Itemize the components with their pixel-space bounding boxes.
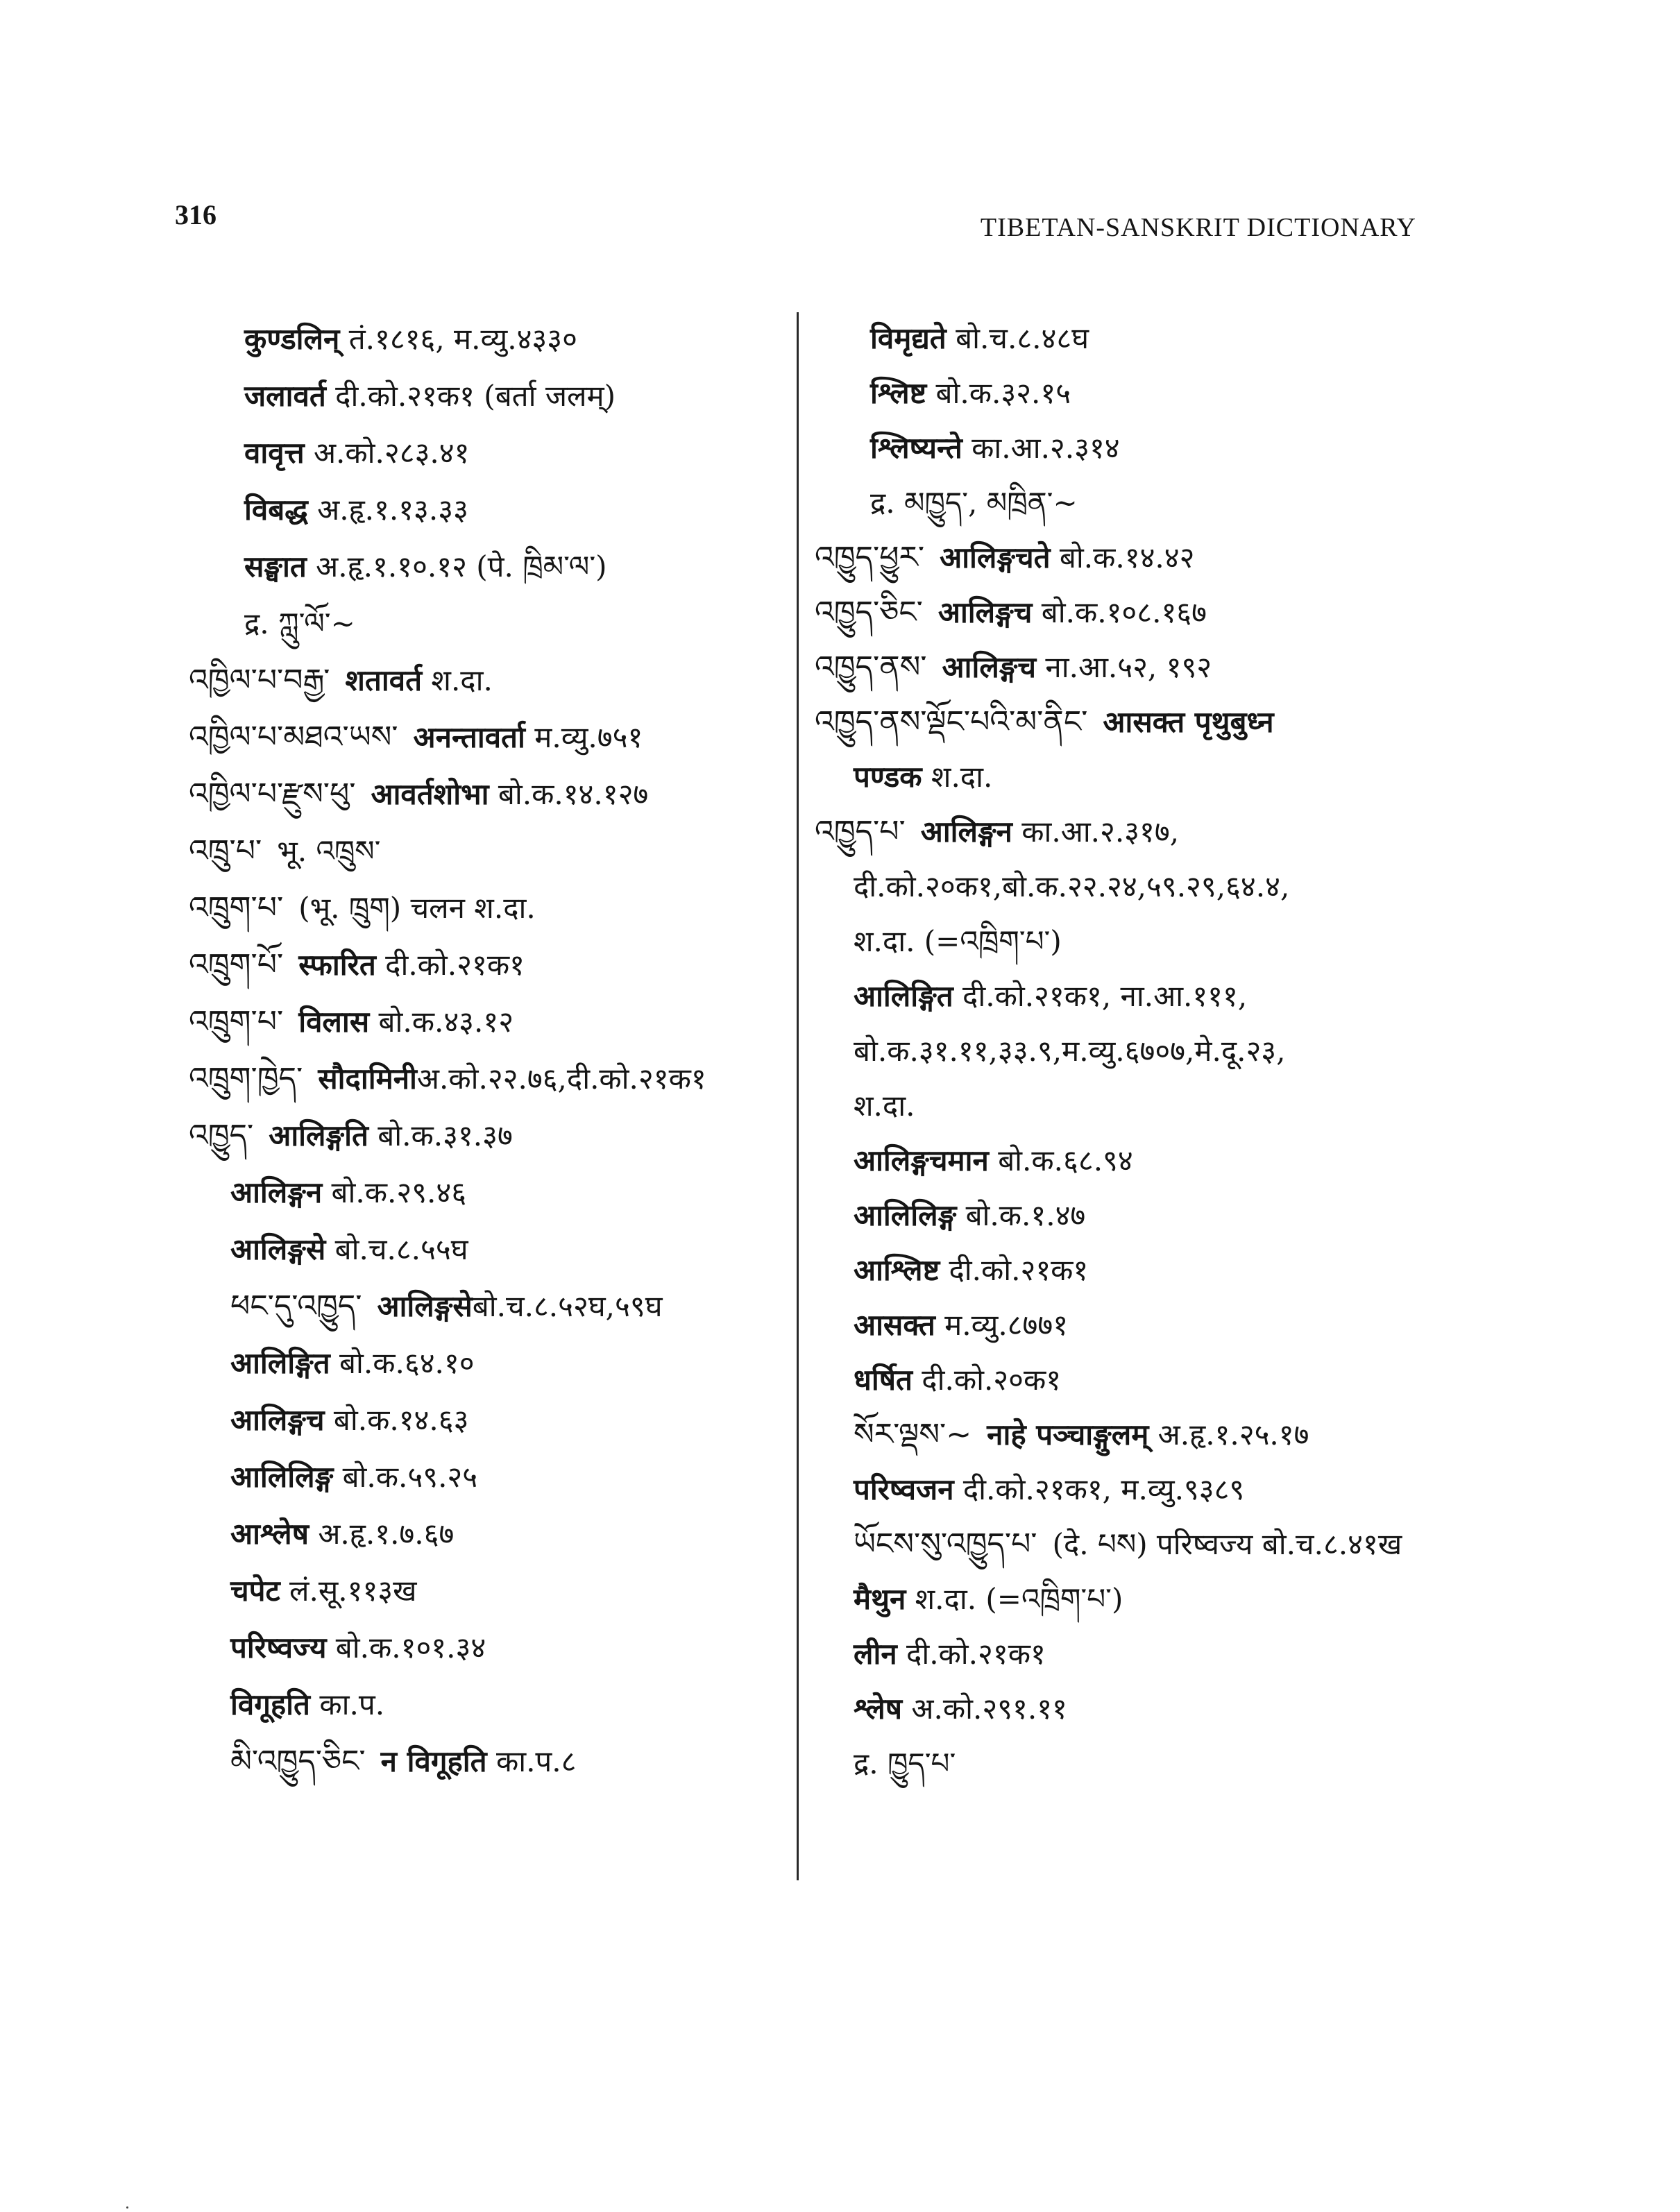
dictionary-line (815, 1736, 1439, 1791)
dictionary-line (815, 420, 1439, 475)
sanskrit-equivalent: धर्षित (854, 1363, 913, 1397)
source-reference: द्र. ཀླུ་ལོ་~ (244, 606, 355, 640)
dictionary-line (189, 1221, 799, 1278)
dictionary-line (189, 823, 799, 880)
source-reference: दी.को.२१क१ (375, 948, 525, 982)
dictionary-line (189, 1107, 799, 1164)
sanskrit-equivalent: आवर्तशोभा (371, 777, 489, 811)
dictionary-line (815, 695, 1439, 749)
tibetan-headword: འཁྱུད་ཅིང་ (815, 595, 923, 630)
sanskrit-equivalent: मैथुन (854, 1582, 906, 1616)
source-reference: बो.क.३१.३७ (368, 1118, 513, 1152)
dictionary-line (815, 859, 1439, 914)
tibetan-headword: འཁྲུག་པ་ (189, 1004, 284, 1039)
dictionary-line (189, 1278, 799, 1335)
sanskrit-equivalent: श्लिष्ट (870, 376, 927, 410)
dictionary-line (815, 1188, 1439, 1243)
sanskrit-equivalent: आलिङ्गचमान (854, 1143, 989, 1177)
tibetan-headword: འཁྱུད་ནས་ (815, 649, 927, 685)
tibetan-headword: འཁྱིལ་པ་རྫུས་ཕུ་ (189, 776, 356, 812)
tibetan-headword: ཡོངས་སུ་འཁྱུད་པ་ (854, 1526, 1037, 1562)
left-column (189, 311, 799, 1790)
source-reference: द्र. མཁྱུད་, མཁྲིན་~ (870, 486, 1078, 520)
tibetan-headword: འཁྱུད་ (189, 1118, 254, 1153)
source-reference: अ.को.२९१.११ (902, 1692, 1067, 1726)
source-reference: म.व्यु.८७७१ (935, 1308, 1069, 1342)
sanskrit-equivalent: आश्लिष्ट (854, 1253, 940, 1287)
tibetan-headword: འཁྲུག་པོ་ (189, 947, 284, 982)
dictionary-line (189, 1563, 799, 1619)
source-reference: बो.क.३२.१५ (926, 376, 1071, 410)
dictionary-line (815, 749, 1439, 804)
dictionary-line (815, 914, 1439, 969)
sanskrit-equivalent: आलिङ्गसे (377, 1289, 473, 1323)
dictionary-line (189, 709, 799, 766)
dictionary-line (189, 1164, 799, 1221)
source-reference: अ.हृ.१.१०.१२ (पे. ཁྲིམ་ལ་) (306, 550, 607, 584)
source-reference: द्र. ཁྱུད་པ་ (854, 1746, 956, 1780)
source-reference: तं.१८१६, म.व्यु.४३३० (339, 322, 577, 356)
dictionary-line (189, 595, 799, 652)
source-reference: अ.हृ.१.१३.३३ (307, 493, 468, 527)
sanskrit-equivalent: न विगूहति (380, 1744, 487, 1778)
sanskrit-equivalent: आलिङ्गन (230, 1175, 323, 1209)
source-reference: श.दा. (=འཁྲིག་པ་) (854, 924, 1062, 958)
sanskrit-equivalent: आसक्त (854, 1308, 935, 1342)
dictionary-line (189, 994, 799, 1050)
dictionary-line (815, 804, 1439, 859)
sanskrit-equivalent: सङ्घात (244, 550, 307, 584)
source-reference: बो.च.८.५५घ (325, 1232, 468, 1266)
source-reference: बो.क.१४.४२ (1050, 541, 1195, 575)
sanskrit-equivalent: आसक्त पृथुबुध्न (1103, 705, 1274, 739)
sanskrit-equivalent: सौदामिनी (318, 1062, 417, 1096)
source-reference: बो.क.१४.१२७ (489, 777, 649, 811)
source-reference: दी.को.२१क१, ना.आ.१११, (953, 979, 1248, 1013)
running-head: TIBETAN-SANSKRIT DICTIONARY (980, 213, 1416, 242)
dictionary-line (189, 1449, 799, 1506)
dictionary-line (815, 640, 1439, 695)
source-reference: अ.को.२२.७६,दी.को.२१क१ (416, 1062, 706, 1096)
sanskrit-equivalent: श्लिष्यन्ते (870, 431, 962, 465)
tibetan-headword: འཁྱུད་ནས་ལྡོང་པའི་མ་ནིང་ (815, 704, 1088, 740)
source-reference: बो.क.६८.९४ (988, 1143, 1133, 1177)
source-reference: का.प. (310, 1687, 385, 1721)
source-reference: दी.को.२१क१ (897, 1637, 1046, 1671)
tibetan-headword: འཁྱིལ་པ་མཐའ་ཡས་ (189, 720, 398, 755)
source-reference: अ.हृ.१.७.६७ (308, 1517, 455, 1551)
tibetan-headword: འཁྲུ་པ་ (189, 833, 262, 869)
source-reference: दी.को.२१क१, म.व्यु.९३८९ (953, 1472, 1245, 1506)
sanskrit-equivalent: पण्डक (854, 760, 922, 794)
dictionary-line (815, 530, 1439, 585)
source-reference: अ.हृ.१.२५.१७ (1148, 1418, 1309, 1452)
dictionary-line (815, 1517, 1439, 1572)
page-number: 316 (175, 199, 217, 230)
dictionary-line (815, 1572, 1439, 1626)
dictionary-line (815, 969, 1439, 1023)
source-reference: बो.क.४३.१२ (369, 1005, 514, 1039)
source-reference: बो.च.८.४८घ (946, 321, 1089, 355)
column-divider (797, 312, 799, 1880)
sanskrit-equivalent: आलिलिङ्ग (230, 1460, 334, 1494)
tibetan-headword: འཁྲུག་པ་ (189, 890, 284, 926)
dictionary-line (189, 538, 799, 595)
sanskrit-equivalent: जलावर्त (244, 379, 326, 413)
dictionary-line (189, 652, 799, 709)
source-reference: दी.को.२१क१ (बर्ता जलम्) (325, 379, 616, 413)
sanskrit-equivalent: आलिङ्गच (937, 595, 1033, 629)
sanskrit-equivalent: आलिङ्गचते (940, 541, 1051, 575)
sanskrit-equivalent: आलिलिङ्ग (854, 1198, 957, 1232)
source-reference: का.आ.२.३१४ (962, 431, 1120, 465)
dictionary-line (815, 1243, 1439, 1298)
tibetan-headword: སོར་ལྡས་~ (854, 1417, 972, 1452)
source-reference: म.व्यु.७५१ (525, 720, 643, 754)
sanskrit-equivalent: कुण्डलिन् (244, 322, 340, 356)
sanskrit-equivalent: आलिङ्गच (230, 1403, 325, 1437)
dictionary-line (189, 1733, 799, 1790)
dictionary-line (815, 1462, 1439, 1517)
dictionary-line (189, 880, 799, 937)
source-reference: बो.क.३१.११,३३.९,म.व्यु.६७०७,मे.दू.२३, (854, 1034, 1286, 1068)
dictionary-line (189, 1335, 799, 1392)
dictionary-line (189, 482, 799, 538)
tibetan-headword: འཁྲུག་ཁྱེད་ (189, 1061, 303, 1096)
source-reference: श.दा. (922, 760, 993, 794)
dictionary-line (815, 1407, 1439, 1462)
source-reference: बो.क.१०८.१६७ (1032, 595, 1207, 629)
source-reference: दी.को.२१क१ (940, 1253, 1089, 1287)
sanskrit-equivalent: श्लेष (854, 1692, 903, 1726)
sanskrit-equivalent: विगूहति (230, 1687, 310, 1721)
source-reference: का.आ.२.३१७, (1012, 815, 1180, 849)
dictionary-line (189, 1619, 799, 1676)
dictionary-line (815, 1298, 1439, 1352)
dictionary-line (189, 311, 799, 368)
source-reference: बो.क.२९.४६ (322, 1175, 467, 1209)
dictionary-line (815, 1352, 1439, 1407)
source-reference: बो.क.६४.१० (330, 1346, 475, 1380)
sanskrit-equivalent: विबद्ध (244, 493, 308, 527)
sanskrit-equivalent: नाहे पञ्चाङ्गुलम् (987, 1418, 1149, 1452)
source-reference: दी.को.२०क१,बो.क.२२.२४,५९.२९,६४.४, (854, 869, 1290, 903)
source-reference: बो.क.१४.६३ (324, 1403, 469, 1437)
source-reference: श.दा. (=འཁྲིག་པ་) (906, 1582, 1123, 1616)
dictionary-line (815, 1626, 1439, 1681)
source-reference: लं.सू.११३ख (280, 1574, 417, 1608)
dictionary-line (815, 475, 1439, 530)
dictionary-line (189, 1392, 799, 1449)
sanskrit-equivalent: परिष्वज्य (230, 1631, 327, 1665)
sanskrit-equivalent: वावृत्त (244, 436, 305, 470)
sanskrit-equivalent: परिष्वजन (854, 1472, 954, 1506)
source-reference: भू. འཁྲུས་ (277, 834, 381, 868)
dictionary-line (189, 425, 799, 482)
scan-speck (126, 2206, 128, 2209)
dictionary-line (189, 368, 799, 425)
source-reference: श.दा. (422, 663, 493, 697)
sanskrit-equivalent: आश्लेष (230, 1517, 309, 1551)
sanskrit-equivalent: आलिङ्गित (854, 979, 953, 1013)
source-reference: (दे. པས) परिष्वज्य बो.च.८.४१ख (1052, 1527, 1402, 1561)
source-reference: ना.आ.५२, १९२ (1036, 650, 1212, 684)
source-reference: बो.च.८.५२घ,५९घ (472, 1289, 663, 1323)
dictionary-line (189, 1050, 799, 1107)
dictionary-line (815, 1681, 1439, 1736)
sanskrit-equivalent: आलिङ्गसे (230, 1232, 326, 1266)
dictionary-line (815, 585, 1439, 640)
tibetan-headword: འཁྱིལ་པ་བརྒྱ་ (189, 663, 330, 698)
tibetan-headword: ཕང་དུ་འཁྱུད་ (230, 1288, 362, 1324)
dictionary-line (815, 1078, 1439, 1133)
sanskrit-equivalent: आलिङ्गित (230, 1346, 330, 1380)
source-reference: (भू. ཁྲུག) चलन श.दा. (298, 891, 536, 925)
tibetan-headword: མི་འཁྱུད་ཅིང་ (230, 1744, 366, 1779)
dictionary-line (815, 1023, 1439, 1078)
sanskrit-equivalent: शतावर्त (345, 663, 423, 697)
source-reference: बो.क.१.४७ (956, 1198, 1086, 1232)
sanskrit-equivalent: स्फारित (298, 948, 376, 982)
sanskrit-equivalent: अनन्तावर्ता (413, 720, 525, 754)
sanskrit-equivalent: आलिङ्गच (942, 650, 1037, 684)
source-reference: का.प.८ (486, 1744, 577, 1778)
source-reference: दी.को.२०क१ (912, 1363, 1062, 1397)
dictionary-line (189, 1506, 799, 1563)
source-reference: अ.को.२८३.४१ (304, 436, 470, 470)
sanskrit-equivalent: विमृद्यते (870, 321, 947, 355)
dictionary-line (815, 366, 1439, 420)
source-reference: बो.क.५९.२५ (333, 1460, 478, 1494)
tibetan-headword: འཁྱུད་ཕྱུར་ (815, 540, 925, 575)
right-column (815, 311, 1439, 1791)
dictionary-line (189, 937, 799, 994)
sanskrit-equivalent: लीन (854, 1637, 897, 1671)
dictionary-line (815, 311, 1439, 366)
sanskrit-equivalent: आलिङ्गन (920, 815, 1012, 849)
sanskrit-equivalent: विलास (298, 1005, 370, 1039)
source-reference: श.दा. (854, 1089, 915, 1123)
sanskrit-equivalent: आलिङ्गति (269, 1118, 368, 1152)
tibetan-headword: འཁྱུད་པ་ (815, 814, 906, 849)
dictionary-line (815, 1133, 1439, 1188)
source-reference: बो.क.१०१.३४ (326, 1631, 486, 1665)
dictionary-line (189, 766, 799, 823)
dictionary-line (189, 1676, 799, 1733)
sanskrit-equivalent: चपेट (230, 1574, 280, 1608)
